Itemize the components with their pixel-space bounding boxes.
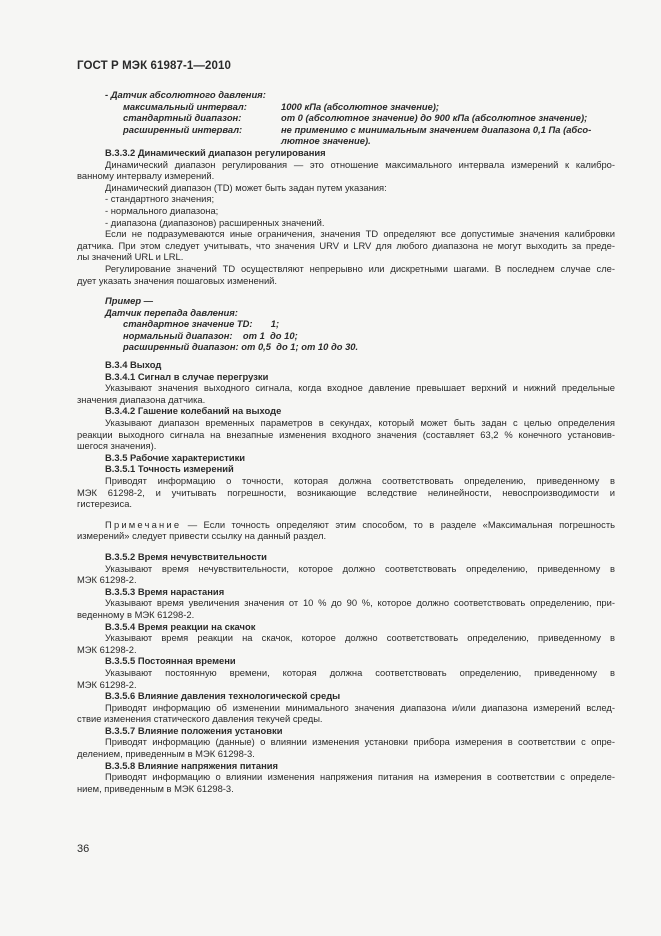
page-content: [77, 89, 615, 794]
paragraph-line: Указывают время нечувствительности, которое должно соответствовать определению, приведенному в: [105, 562, 615, 574]
section-heading-b341: В.3.4.1 Сигнал в случае перегрузки: [105, 370, 269, 382]
paragraph-line: веденному в МЭК 61298-2.: [77, 608, 195, 620]
abs-row-extended: [77, 124, 615, 136]
paragraph-line: делением, приведенным в МЭК 61298-3.: [77, 748, 255, 760]
page-header: ГОСТ Р МЭК 61987-1—2010: [77, 60, 231, 72]
abs-row-max: [77, 101, 615, 113]
abs-row-label: стандартный диапазон:: [123, 112, 242, 124]
paragraph-line: Динамический диапазон (TD) может быть задан путем указания:: [105, 181, 387, 193]
section-heading-b357: В.3.5.7 Влияние положения установки: [105, 724, 283, 736]
abs-row-standard: [77, 112, 615, 124]
note-text: измерений» следует привести ссылку на данный раздел.: [77, 530, 327, 542]
abs-row-value: не применимо с минимальным значением диапазона 0,1 Па (абсо-: [281, 123, 592, 135]
section-heading-b352: В.3.5.2 Время нечувствительности: [105, 550, 267, 562]
paragraph-line: шегося значения).: [77, 440, 157, 452]
paragraph-line: реакции выходного сигнала на внезапные изменения входного значения (составляет 63,2 % конечного установив-: [77, 428, 615, 440]
section-heading-b355: В.3.5.5 Постоянная времени: [105, 655, 236, 667]
paragraph-line: МЭК 61298-2.: [77, 643, 137, 655]
paragraph-line: МЭК 61298-2, и учитывать погрешности, возникающие вследствие нелинейности, невоспроизводимости и: [77, 486, 615, 498]
section-heading-b34: В.3.4 Выход: [105, 359, 162, 371]
paragraph-line: МЭК 61298-2.: [77, 574, 137, 586]
spacer: [77, 542, 615, 551]
spacer: [77, 510, 615, 519]
paragraph-line: Приводят информацию (данные) о влиянии изменения установки прибора измерения в соответствии с опре-: [105, 736, 615, 748]
paragraph-line: Указывают диапазон временных параметров в секундах, который может быть задан с целью определения: [105, 417, 615, 429]
example-subtitle: Датчик перепада давления:: [105, 306, 238, 318]
paragraph-line: Приводят информацию о влиянии изменения напряжения питания на измерения в соответствии с определе-: [105, 771, 615, 783]
paragraph-line: Динамический диапазон регулирования — это отношение максимального интервала измерений к калибро-: [105, 158, 615, 170]
list-item: - диапазона (диапазонов) расширенных значений.: [105, 216, 325, 228]
example-title: Пример —: [105, 295, 154, 307]
paragraph-line: дует указать значения пошаговых изменений.: [77, 274, 278, 286]
abs-row-label: расширенный интервал:: [123, 123, 243, 135]
section-heading-b332: В.3.3.2 Динамический диапазон регулирования: [105, 146, 326, 158]
spacer: [77, 286, 615, 295]
section-heading-b342: В.3.4.2 Гашение колебаний на выходе: [105, 405, 282, 417]
section-heading-b358: В.3.5.8 Влияние напряжения питания: [105, 759, 279, 771]
example-line: нормальный диапазон: от 1 до 10;: [123, 329, 298, 341]
abs-row-continuation: лютное значение).: [281, 135, 371, 147]
page-number: 36: [77, 843, 90, 855]
section-heading-b354: В.3.5.4 Время реакции на скачок: [105, 620, 256, 632]
section-heading-b351: В.3.5.1 Точность измерений: [105, 463, 234, 475]
section-heading-b356: В.3.5.6 Влияние давления технологической среды: [105, 690, 341, 702]
paragraph-line: Указывают значения выходного сигнала, когда входное давление превышает верхний и нижний предельные: [105, 382, 615, 394]
paragraph-line: Если не подразумеваются иные ограничения, значения TD определяют все допустимые значения калибровки: [105, 228, 615, 240]
paragraph-line: ванному интервалу измерений.: [77, 170, 215, 182]
paragraph-line: Регулирование значений TD осуществляют непрерывно или дискретными шагами. В последнем случае сле-: [105, 262, 615, 274]
paragraph-line: Указывают время реакции на скачок, которое должно соответствовать определению, приведенному в: [105, 632, 615, 644]
note-text: — Если точность определяют этим способом, то в разделе «Максимальная погрешность: [181, 518, 615, 530]
abs-sensor-title: - Датчик абсолютного давления:: [105, 89, 266, 100]
paragraph-line: Приводят информацию о точности, которая должна соответствовать определению, приведенному в: [105, 475, 615, 486]
section-heading-b353: В.3.5.3 Время нарастания: [105, 585, 225, 597]
paragraph-line: нием, приведенным в МЭК 61298-3.: [77, 782, 234, 794]
paragraph-line: Указывают постоянную времени, которая должна соответствовать определению, приведенному в: [105, 666, 615, 678]
note-label: Примечание: [105, 518, 182, 530]
paragraph-line: датчика. При этом следует учитывать, что значения URV и LRV для любого диапазона не могут выходить за преде-: [77, 239, 615, 251]
note: [77, 519, 615, 531]
section-heading-b35: В.3.5 Рабочие характеристики: [105, 451, 246, 463]
example-line: стандартное значение TD: 1;: [123, 318, 280, 330]
list-item: - нормального диапазона;: [105, 204, 219, 216]
paragraph-line: Указывают время увеличения значения от 10 % до 90 %, которое должно соответствовать определению, при-: [105, 597, 615, 609]
paragraph-line: МЭК 61298-2.: [77, 678, 137, 690]
abs-row-value: от 0 (абсолютное значение) до 900 кПа (абсолютное значение);: [281, 112, 588, 124]
paragraph-line: Приводят информацию об изменении минимального значения диапазона и/или диапазона измерений вслед-: [105, 701, 615, 713]
paragraph-line: гистерезиса.: [77, 498, 133, 510]
example-line: расширенный диапазон: от 0,5 до 1; от 10 до 30.: [123, 341, 359, 353]
abs-row-value: 1000 кПа (абсолютное значение);: [281, 100, 440, 112]
paragraph-line: значения диапазона датчика.: [77, 393, 206, 405]
paragraph-line: ствие изменения статического давления текучей среды.: [77, 713, 323, 725]
abs-row-label: максимальный интервал:: [123, 100, 247, 112]
list-item: - стандартного значения;: [105, 193, 215, 205]
paragraph-line: лы значений URL и LRL.: [77, 251, 184, 263]
